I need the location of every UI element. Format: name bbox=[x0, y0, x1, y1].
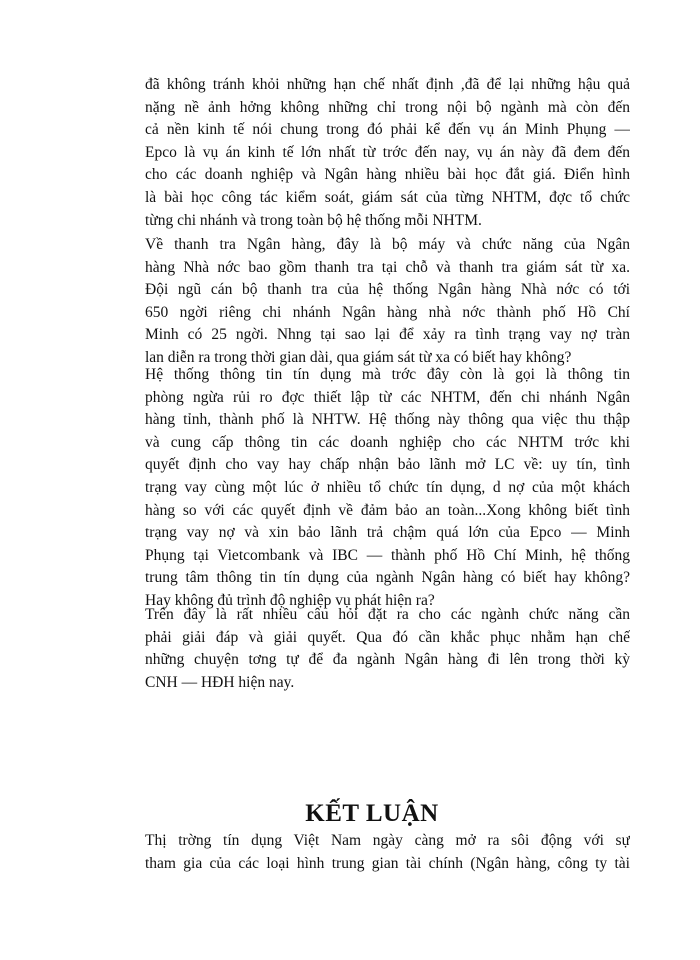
text-line: cả nền kinh tế nói chung trong đó phải kể đến vụ án Minh Phụng — bbox=[145, 121, 630, 139]
text-line: hàng Nhà nớc bao gồm thanh tra tại chỗ và thanh tra giám sát từ xa. bbox=[145, 258, 630, 276]
text-line: phải giải đáp và giải quyết. Qua đó cần khắc phục nhằm hạn chế bbox=[145, 628, 630, 646]
text-line: và cung cấp thông tin các doanh nghiệp cho các NHTM trớc khi bbox=[145, 433, 630, 451]
text-line: đã không tránh khỏi những hạn chế nhất định ,đã để lại những hậu quả bbox=[145, 76, 630, 93]
paragraph-4 bbox=[145, 604, 630, 694]
text-line: Hệ thống thông tin tín dụng mà trớc đây còn là gọi là thông tin bbox=[145, 366, 630, 383]
text-line: lan diễn ra trong thời gian dài, qua giám sát từ xa có biết hay không? bbox=[145, 348, 572, 366]
text-line: những chuyện tơng tự để đa ngành Ngân hàng đi lên trong thời kỳ bbox=[145, 651, 630, 669]
text-line: 650 ngời riêng chi nhánh Ngân hàng nhà nớc thành phố Hồ Chí bbox=[145, 303, 630, 321]
paragraph-1 bbox=[145, 74, 630, 232]
text-line: Hay không đủ trình độ nghiệp vụ phát hiện ra? bbox=[145, 591, 435, 609]
text-line: quyết định cho vay hay chấp nhận bảo lãnh mở LC về: uy tín, tình bbox=[145, 456, 630, 474]
paragraph-2 bbox=[145, 234, 630, 370]
text-line: từng chi nhánh và trong toàn bộ hệ thống mỗi NHTM. bbox=[145, 211, 482, 229]
text-line: Minh có 25 ngời. Nhng tại sao lại để xảy ra tình trạng vay nợ tràn bbox=[145, 326, 630, 344]
text-line: CNH — HĐH hiện nay. bbox=[145, 673, 295, 691]
text-line: cho các doanh nghiệp và Ngân hàng nhiều bài học đắt giá. Điển hình bbox=[145, 166, 630, 184]
text-line: Thị trờng tín dụng Việt Nam ngày càng mở ra sôi động với sự bbox=[145, 832, 630, 849]
text-line: là bài học công tác kiểm soát, giám sát của từng NHTM, đợc tổ chức bbox=[145, 188, 630, 206]
text-line: trạng vay cùng một lúc ở nhiều tổ chức tín dụng, d nợ của một khách bbox=[145, 478, 630, 496]
text-line: Epco là vụ án kinh tế lớn nhất từ trớc đến nay, vụ án này đã đem đến bbox=[145, 143, 630, 161]
paragraph-3 bbox=[145, 364, 630, 613]
text-line: Đội ngũ cán bộ thanh tra của hệ thống Ngân hàng Nhà nớc có tới bbox=[145, 281, 630, 299]
text-line: nặng nề ảnh hởng không những chỉ trong nội bộ ngành mà còn đến bbox=[145, 98, 630, 116]
conclusion-heading: KẾT LUẬN bbox=[305, 800, 439, 827]
text-line: trạng vay nợ và xin bảo lãnh trả chậm quá lớn của Epco — Minh bbox=[145, 524, 630, 542]
text-line: hàng so với các quyết định về đảm bảo an toàn...Xong không biết tình bbox=[145, 501, 630, 519]
conclusion-paragraph bbox=[145, 830, 630, 875]
text-line: Về thanh tra Ngân hàng, đây là bộ máy và chức năng của Ngân bbox=[145, 236, 630, 253]
text-line: hàng tỉnh, thành phố là NHTW. Hệ thống này thông qua việc thu thập bbox=[145, 411, 630, 429]
text-line: Trên đây là rất nhiều câu hỏi đặt ra cho các ngành chức năng cần bbox=[145, 606, 630, 623]
text-line: Phụng tại Vietcombank và IBC — thành phố Hồ Chí Minh, hệ thống bbox=[145, 546, 630, 564]
text-line: phòng ngừa rủi ro đợc thiết lập từ các NHTM, đến chi nhánh Ngân bbox=[145, 388, 630, 406]
text-line: tham gia của các loại hình trung gian tài chính (Ngân hàng, công ty tài bbox=[145, 854, 630, 872]
text-line: trung tâm thông tin tín dụng của ngành Ngân hàng có biết hay không? bbox=[145, 569, 630, 587]
